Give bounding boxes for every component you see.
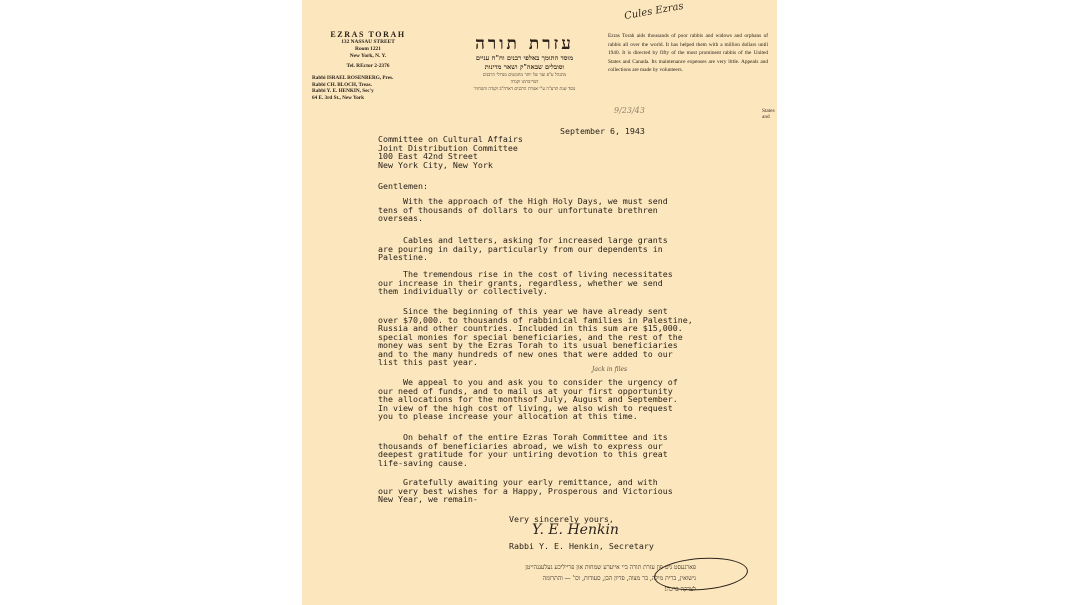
text-line: are pouring in daily, particularly from our dependents in [378,243,663,254]
recipient-line: Committee on Cultural Affairs [378,134,523,144]
footer-line: פארגעסט ניט פון עזרת תורה ביי אייערע שמחות און פרייליכע געלעגנהייטן [525,564,696,571]
text-line: special monies for special beneficiaries, and the rest of the [378,331,683,342]
address-line: 132 NASSAU STREET [341,39,395,45]
signer-name: Rabbi Y. E. Henkin, Secretary [509,541,654,551]
handwritten-signature: Y. E. Henkin [532,522,619,538]
hand-drawn-oval [653,555,749,593]
recipient-address [378,135,523,169]
text-line: our need of funds, and to mail us at your first opportunity [378,385,673,396]
text-line: life-saving cause. [378,457,468,468]
text-line: Cables and letters, asking for increased large grants [378,235,668,245]
paragraph-appeal [378,378,738,421]
text-line: Russia and other countries. Included in this sum are $15,000. [378,323,683,334]
text-line: In view of the high cost of living, we also wish to request [378,402,673,413]
officer: Rabbi ISRAEL ROSENBERG, Pres. [312,75,394,81]
text-line: deepest gratitude for your untiring devotion to this great [378,449,668,460]
recipient-line: New York City, New York [378,159,493,170]
recipient-line: 100 East 42nd Street [378,151,478,162]
text-line: list this past year. [378,357,478,368]
footer-line: נישואין, ברית מילה, בר מצוה, פדיון הבן, סעודות, וכו' — והתרומה [542,575,696,582]
text-line: money was sent by the Ezras Torah to its usual beneficiaries [378,340,678,351]
text-line: our increase in their grants, regardless, whether we send [378,277,663,288]
officer: 64 E. 3rd St., New York [312,94,364,101]
hebrew-line: נוסד שנת תרע"ה ע"י אגודת הרבנים דארה"ב וקנדה והמחזיר [473,87,576,92]
hebrew-title: עזרת תורה [475,34,574,54]
recipient-line: Joint Distribution Committee [378,142,518,153]
hebrew-line: וסובלים שבאה"ק ושאר מדינות [484,63,565,71]
text-line: and to the many hundreds of new ones that were added to our [378,348,673,359]
text-line: them individually or collectively. [378,286,548,297]
closing: Very sincerely yours, [509,514,614,524]
paragraph-funds-sent [378,307,738,367]
text-line: you to please increase your allocation at this time. [378,411,638,422]
text-line: New Year, we remain- [378,494,478,505]
address-line: Room 1221 [355,46,381,52]
letter-page [302,0,777,605]
officer: Rabbi Y. E. HENKIN, Sec'y [312,88,374,95]
text-line: our very best wishes for a Happy, Prosperous and Victorious [378,485,673,496]
text-line: overseas. [378,213,423,224]
text-line: With the approach of the High Holy Days, we must send [378,196,668,206]
text-line: tens of thousands of dollars to our unfortunate brethren [378,204,658,215]
officers-list [312,75,424,101]
org-name: EZRAS TORAH [330,30,406,39]
side-handwritten-note: Jack in files [592,366,628,373]
hebrew-line: מוסד התומך באלפי רבנים וח"ח עניים [475,54,574,62]
margin-fragment: States and [762,108,775,120]
hebrew-line: דמדינותינו וקנדה [510,80,539,85]
address-line: New York, N. Y. [349,53,387,59]
text-line: Since the beginning of this year we have already sent [378,306,668,316]
text-line: We appeal to you and ask you to consider the urgency of [378,377,678,387]
text-line: thousands of beneficiaries abroad, we wish to express our [378,440,663,451]
top-handwritten-note: Cules Ezras [623,0,685,23]
letter-date: September 6, 1943 [560,126,645,136]
paragraph-cables [378,236,738,262]
hebrew-line: מתנהל ע"פ ועד של יותר מחמשים מגדולי הרבנים [482,73,567,78]
letterhead-left [312,30,424,101]
letterhead-description: Ezras Torah aids thousands of poor rabbis and widows and orphans of rabbis all over the world. It has helped them with a million dollars until 1940. It is directed by fifty of the most prominent rabbis of the United States and Canada. Its maintenance expenses are very little. Appeals and collections are made by volunteers. [608,33,768,74]
officer: Rabbi CH. BLOCH, Treas. [312,81,372,88]
text-line: Gratefully awaiting your early remittance, and with [378,477,658,487]
text-line: The tremendous rise in the cost of living necessitates [378,269,673,279]
letterhead-hebrew [422,34,627,93]
telephone: Tel. REctor 2-2376 [346,63,390,69]
paragraph-gratitude [378,433,738,467]
footer-yiddish [386,562,696,595]
text-line: over $70,000. to thousands of rabbinical families in Palestine, [378,314,693,325]
footer-line: לצדקה ברכה! [663,586,696,593]
text-line: the allocations for the monthsof July, August and September. [378,394,678,405]
paragraph-holy-days [378,197,738,223]
text-line: Palestine. [378,252,428,263]
paragraph-remittance [378,478,738,504]
text-line: On behalf of the entire Ezras Torah Committee and its [378,432,668,442]
paragraph-cost-of-living [378,270,738,296]
salutation: Gentlemen: [378,181,428,191]
date-handwritten-note: 9/23/43 [614,106,645,115]
